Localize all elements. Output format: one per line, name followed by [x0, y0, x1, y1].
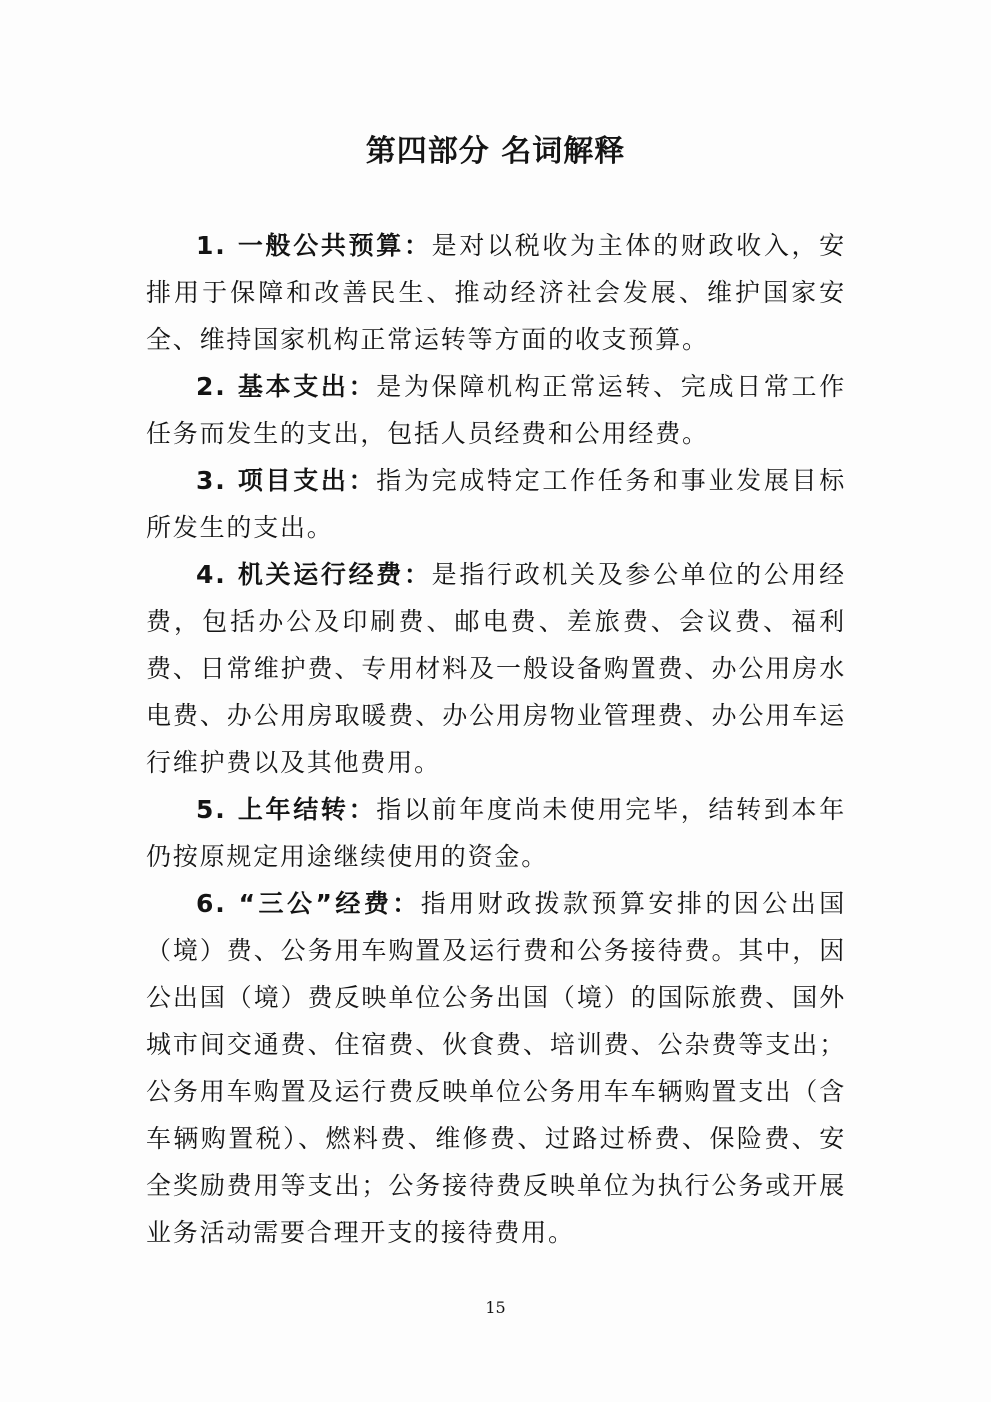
definition-item: [146, 222, 846, 363]
definition-text: 是为保障机构正常运转、完成日常工作任务而发生的支出，包括人员经费和公用经费。: [146, 372, 847, 448]
definition-term: 1. 一般公共预算：: [196, 231, 432, 260]
definition-term: 6. “三公”经费：: [196, 889, 421, 918]
definition-term: 4. 机关运行经费：: [196, 560, 432, 589]
definition-text: 指以前年度尚未使用完毕，结转到本年仍按原规定用途继续使用的资金。: [146, 795, 847, 871]
definition-term: 5. 上年结转：: [196, 795, 377, 824]
page-title: 第四部分 名词解释: [365, 134, 626, 169]
definition-term: 2. 基本支出：: [196, 372, 377, 401]
definition-item: [146, 880, 846, 1256]
definition-text: 是对以税收为主体的财政收入，安排用于保障和改善民生、推动经济社会发展、维护国家安全、维持国家机构正常运转等方面的收支预算。: [146, 231, 846, 354]
definition-text: 指用财政拨款预算安排的因公出国（境）费、公务用车购置及运行费和公务接待费。其中，因公出国（境）费反映单位公务出国（境）的国际旅费、国外城市间交通费、住宿费、伙食费、培训费、公杂费等支出；公务用车购置及运行费反映单位公务用车车辆购置支出（含车辆购置税）、燃料费、维修费、过路过桥费、保险费、安全奖励费用等支出；公务接待费反映单位为执行公务或开展业务活动需要合理开支的接待费用。: [146, 889, 846, 1247]
definition-term: 3. 项目支出：: [196, 466, 377, 495]
definition-text: 是指行政机关及参公单位的公用经费，包括办公及印刷费、邮电费、差旅费、会议费、福利费、日常维护费、专用材料及一般设备购置费、办公用房水电费、办公用房取暖费、办公用房物业管理费、办公用车运行维护费以及其他费用。: [146, 560, 846, 777]
definition-item: [146, 786, 846, 880]
definition-item: [146, 363, 846, 457]
definitions-list: [146, 222, 846, 1256]
definition-item: [146, 551, 846, 786]
definition-item: [146, 457, 846, 551]
definition-text: 指为完成特定工作任务和事业发展目标所发生的支出。: [146, 466, 847, 542]
page-number: 15: [485, 1298, 506, 1317]
